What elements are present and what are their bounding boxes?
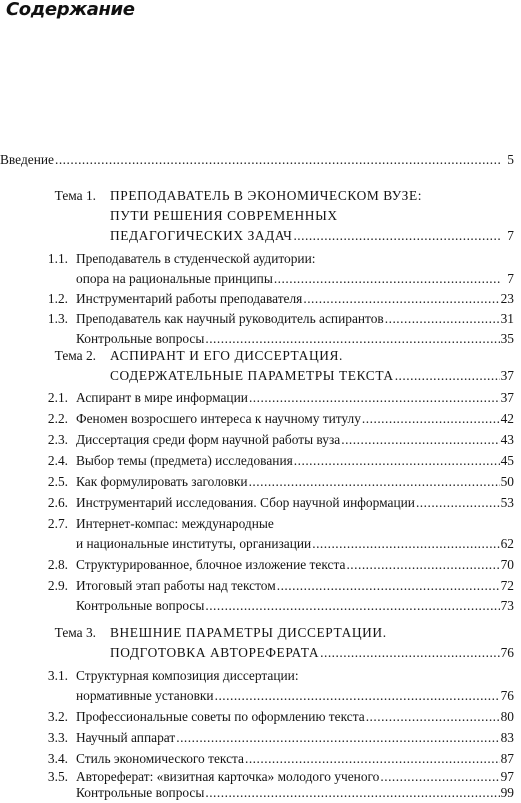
section-title-line: Контрольные вопросы — [76, 785, 205, 800]
toc-page-number: 99 — [500, 785, 514, 800]
theme-title-line: АСПИРАНТ И ЕГО ДИССЕРТАЦИЯ. — [110, 348, 343, 363]
section-title-line: Как формулировать заголовки — [76, 474, 248, 489]
section-title-line: Структурная композиция диссертации: — [76, 668, 299, 683]
section-title-line: Преподаватель в студенческой аудитории: — [76, 251, 316, 266]
section-title-line: Профессиональные советы по оформлению текста — [76, 709, 365, 724]
leader-dots — [303, 289, 499, 309]
section-number: 2.8. — [47, 557, 68, 572]
toc-entry-section[interactable] — [76, 728, 514, 748]
toc-entry-section[interactable] — [76, 534, 514, 554]
section-title-line: Инструментарий работы преподавателя — [76, 291, 303, 306]
leader-dots — [395, 366, 500, 386]
section-title-line: Стиль экономического текста — [76, 751, 244, 766]
section-title-line: опора на рациональные принципы — [76, 271, 273, 286]
section-title-line: Итоговый этап работы над текстом — [76, 578, 276, 593]
section-number: 2.4. — [47, 453, 68, 468]
toc-entry-section[interactable] — [76, 289, 514, 309]
section-number: 1.3. — [47, 311, 68, 326]
leader-dots — [205, 783, 499, 803]
toc-entry-label: Введение — [0, 152, 54, 167]
toc-page-number: 73 — [500, 598, 514, 613]
section-title-line: Инструментарий исследования. Сбор научной информации — [76, 495, 415, 510]
section-title-line: и национальные институты, организации — [76, 536, 312, 551]
toc-page-number: 76 — [500, 688, 514, 703]
toc-entry-section[interactable] — [76, 388, 514, 408]
theme-title-line: ВНЕШНИЕ ПАРАМЕТРЫ ДИССЕРТАЦИИ. — [110, 625, 387, 640]
toc-entry-section[interactable] — [76, 409, 514, 429]
leader-dots — [176, 728, 499, 748]
section-number: 2.1. — [47, 390, 68, 405]
section-title-line: нормативные установки — [76, 688, 214, 703]
theme-title-line: ПОДГОТОВКА АВТОРЕФЕРАТА — [110, 645, 320, 660]
toc-entry-section[interactable] — [76, 707, 514, 727]
toc-page-number: 35 — [500, 331, 514, 346]
section-number: 2.7. — [47, 516, 68, 531]
toc-page-number: 31 — [500, 311, 514, 326]
toc-page-number: 7 — [507, 228, 514, 243]
leader-dots — [205, 596, 499, 616]
theme-title-line: ПЕДАГОГИЧЕСКИХ ЗАДАЧ — [110, 228, 293, 243]
leader-dots — [416, 493, 500, 513]
section-number: 3.2. — [47, 709, 68, 724]
section-title-line: Научный аппарат — [76, 730, 176, 745]
section-number: 1.2. — [47, 291, 68, 306]
section-number: 2.5. — [47, 474, 68, 489]
toc-page-number: 37 — [500, 368, 514, 383]
section-title-line: Контрольные вопросы — [76, 331, 205, 346]
leader-dots — [294, 451, 500, 471]
section-number: 3.5. — [47, 769, 68, 784]
toc-page-number: 87 — [500, 751, 514, 766]
toc-entry-section[interactable] — [76, 555, 514, 575]
toc-entry-section[interactable] — [76, 451, 514, 471]
toc-page-number: 80 — [500, 709, 514, 724]
leader-dots — [312, 534, 499, 554]
toc-page-number: 72 — [500, 578, 514, 593]
section-number: 2.2. — [47, 411, 68, 426]
leader-dots — [274, 269, 501, 289]
toc-entry-section[interactable] — [76, 749, 514, 769]
toc-page-number: 42 — [500, 411, 514, 426]
leader-dots — [366, 707, 500, 727]
toc-entry-section[interactable] — [76, 686, 514, 706]
toc-page-number: 70 — [500, 557, 514, 572]
leader-dots — [249, 388, 500, 408]
section-number: 1.1. — [47, 251, 68, 266]
toc-page-number: 53 — [500, 495, 514, 510]
section-title-line: Феномен возросшего интереса к научному титулу — [76, 411, 361, 426]
toc-entry-section[interactable] — [76, 472, 514, 492]
leader-dots — [215, 686, 500, 706]
toc-page-number: 23 — [500, 291, 514, 306]
toc-entry-section[interactable] — [76, 309, 514, 329]
theme-title-line: СОДЕРЖАТЕЛЬНЫЕ ПАРАМЕТРЫ ТЕКСТА — [110, 368, 394, 383]
section-number: 3.4. — [47, 751, 68, 766]
theme-label: Тема 3. — [54, 625, 96, 640]
toc-page-number: 43 — [500, 432, 514, 447]
section-title-line: Структурированное, блочное изложение текста — [76, 557, 346, 572]
toc-entry-review-questions[interactable] — [76, 783, 514, 803]
toc-entry-theme[interactable] — [110, 643, 514, 663]
section-title-line: Преподаватель как научный руководитель аспирантов — [76, 311, 384, 326]
leader-dots — [249, 472, 500, 492]
leader-dots — [245, 749, 500, 769]
section-number: 3.3. — [47, 730, 68, 745]
toc-page-number: 83 — [500, 730, 514, 745]
toc-page-number: 37 — [500, 390, 514, 405]
section-title-line: Интернет-компас: международные — [76, 516, 274, 531]
leader-dots — [277, 576, 500, 596]
toc-entry-section[interactable] — [76, 576, 514, 596]
toc-page-number: 5 — [507, 152, 514, 167]
toc-page-number: 50 — [500, 474, 514, 489]
leader-dots — [362, 409, 500, 429]
section-title-line: Выбор темы (предмета) исследования — [76, 453, 293, 468]
toc-page-number: 97 — [500, 769, 514, 784]
leader-dots — [385, 309, 500, 329]
toc-page-number: 7 — [507, 271, 514, 286]
leader-dots — [293, 226, 501, 246]
section-number: 2.6. — [47, 495, 68, 510]
toc-entry-section[interactable] — [76, 430, 514, 450]
leader-dots — [341, 430, 499, 450]
section-title-line: Контрольные вопросы — [76, 598, 205, 613]
theme-title-line: ПУТИ РЕШЕНИЯ СОВРЕМЕННЫХ — [110, 208, 338, 223]
theme-label: Тема 1. — [54, 188, 96, 203]
section-number: 3.1. — [47, 668, 68, 683]
toc-entry-intro[interactable] — [0, 150, 514, 170]
toc-entry-theme[interactable] — [110, 366, 514, 386]
toc-entry-theme[interactable] — [110, 226, 514, 246]
toc-entry-section[interactable] — [76, 269, 514, 289]
section-number: 2.9. — [47, 578, 68, 593]
toc-page-number: 45 — [500, 453, 514, 468]
page-title: Содержание — [6, 0, 135, 20]
toc-page-number: 76 — [500, 645, 514, 660]
section-number: 2.3. — [47, 432, 68, 447]
section-title-line: Аспирант в мире информации — [76, 390, 248, 405]
section-title-line: Диссертация среди форм научной работы вуза — [76, 432, 341, 447]
section-title-line: Автореферат: «визитная карточка» молодого ученого — [76, 769, 380, 784]
theme-label: Тема 2. — [54, 348, 96, 363]
toc-entry-review-questions[interactable] — [76, 596, 514, 616]
leader-dots — [55, 150, 501, 170]
toc-entry-section[interactable] — [76, 493, 514, 513]
leader-dots — [320, 643, 499, 663]
theme-title-line: ПРЕПОДАВАТЕЛЬ В ЭКОНОМИЧЕСКОМ ВУЗЕ: — [110, 188, 423, 203]
leader-dots — [346, 555, 499, 575]
toc-page-number: 62 — [500, 536, 514, 551]
